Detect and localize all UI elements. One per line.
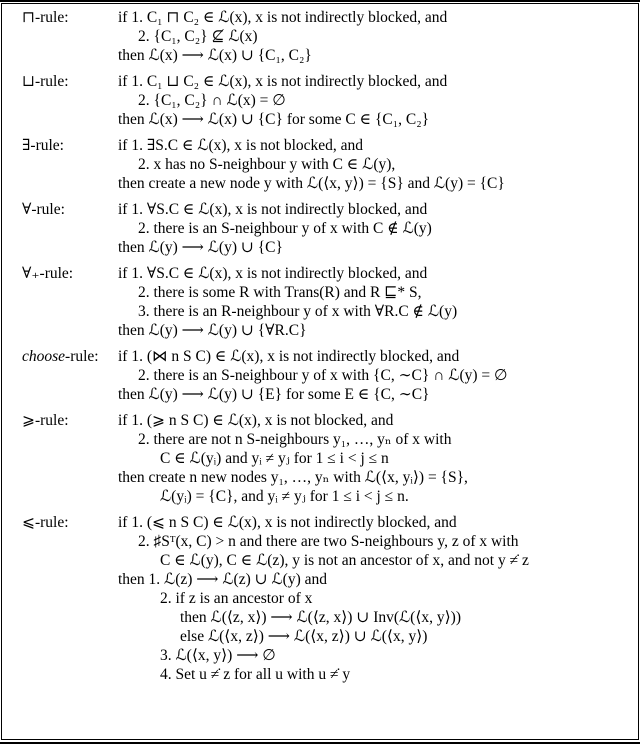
rule-line: else ℒ(⟨x, z⟩) ⟶ ℒ(⟨x, z⟩) ∪ ℒ(⟨x, y⟩): [180, 628, 428, 645]
rule-label: [22, 347, 99, 366]
rule-line: 3. ℒ(⟨x, y⟩) ⟶ ∅: [160, 647, 276, 664]
rule-line: 4. Set u ≠̇ z for all u with u ≠̇ y: [160, 666, 351, 683]
rule-line: if 1. (⩽ n S C) ∈ ℒ(x), x is not indirectly blocked, and: [118, 514, 457, 531]
rule-line: if 1. ∀S.C ∈ ℒ(x), x is not indirectly blocked, and: [118, 201, 428, 218]
rule-line: 2. x has no S-neighbour y with C ∈ ℒ(y),: [138, 156, 396, 173]
rule-label-italic: choose: [22, 348, 66, 365]
rule-line: 2. {C₁, C₂} ⊈ ℒ(x): [138, 28, 258, 45]
rule-line: C ∈ ℒ(y), C ∈ ℒ(z), y is not an ancestor of x, and not y ≠̇ z: [160, 552, 529, 569]
rule-label: ⩽-rule:: [22, 514, 69, 531]
rule-label-suffix: -rule:: [65, 348, 99, 365]
rule-label: ⩾-rule:: [22, 412, 69, 429]
rule-label: ∀₊-rule:: [22, 265, 74, 282]
top-rule-line: [0, 0, 640, 2]
rule-line: 2. {C₁, C₂} ∩ ℒ(x) = ∅: [138, 92, 286, 109]
rule-line: then create n new nodes y₁, …, yₙ with ℒ(⟨x, yᵢ⟩) = {S},: [118, 469, 468, 486]
rule-label: ⊓-rule:: [22, 9, 69, 26]
rule-line: 2. ♯Sᵀ(x, C) > n and there are two S-neighbours y, z of x with: [138, 533, 519, 550]
rule-exists: [0, 136, 640, 193]
rule-line: 2. there is some R with Trans(R) and R ⊑* S,: [138, 284, 422, 301]
rule-line: if 1. (⋈ n S C) ∈ ℒ(x), x is not indirectly blocked, and: [118, 348, 460, 365]
rule-line: 2. there is an S-neighbour y of x with C ∉ ℒ(y): [138, 220, 432, 237]
rule-line: 2. if z is an ancestor of x: [160, 590, 313, 607]
rule-line: if 1. (⩾ n S C) ∈ ℒ(x), x is not blocked, and: [118, 412, 394, 429]
rule-intersection: [0, 8, 640, 65]
rule-line: then 1. ℒ(z) ⟶ ℒ(z) ∪ ℒ(y) and: [118, 571, 327, 588]
rule-label: ⊔-rule:: [22, 73, 69, 90]
rule-line: then create a new node y with ℒ(⟨x, y⟩) = {S} and ℒ(y) = {C}: [118, 175, 505, 192]
rule-at-least: [0, 411, 640, 506]
rule-line: if 1. ∀S.C ∈ ℒ(x), x is not indirectly blocked, and: [118, 265, 428, 282]
rule-union: [0, 72, 640, 129]
rule-forall: [0, 200, 640, 257]
rule-line: then ℒ(x) ⟶ ℒ(x) ∪ {C₁, C₂}: [118, 47, 312, 64]
rule-choose: [0, 347, 640, 404]
rule-line: then ℒ(y) ⟶ ℒ(y) ∪ {∀R.C}: [118, 322, 307, 339]
rule-line: ℒ(yᵢ) = {C}, and yᵢ ≠ yⱼ for 1 ≤ i < j ≤ n.: [160, 488, 409, 505]
rule-label: ∃-rule:: [22, 137, 64, 154]
bottom-rule-line: [0, 742, 640, 744]
rule-line: then ℒ(y) ⟶ ℒ(y) ∪ {C}: [118, 239, 283, 256]
rule-line: if 1. C₁ ⊔ C₂ ∈ ℒ(x), x is not indirectly blocked, and: [118, 73, 448, 90]
rule-line: then ℒ(y) ⟶ ℒ(y) ∪ {E} for some E ∈ {C, ∼C}: [118, 386, 430, 403]
rule-line: if 1. C₁ ⊓ C₂ ∈ ℒ(x), x is not indirectly blocked, and: [118, 9, 448, 26]
rule-line: then ℒ(⟨z, x⟩) ⟶ ℒ(⟨z, x⟩) ∪ Inv(ℒ(⟨x, y⟩)): [180, 609, 462, 626]
rule-label: ∀-rule:: [22, 201, 65, 218]
rule-line: 2. there are not n S-neighbours y₁, …, yₙ of x with: [138, 431, 452, 448]
rule-line: 2. there is an S-neighbour y of x with {C, ∼C} ∩ ℒ(y) = ∅: [138, 367, 508, 384]
tableau-rules: [0, 8, 640, 691]
rule-at-most: [0, 513, 640, 684]
rule-line: if 1. ∃S.C ∈ ℒ(x), x is not blocked, and: [118, 137, 364, 154]
rule-line: then ℒ(x) ⟶ ℒ(x) ∪ {C} for some C ∈ {C₁, C₂}: [118, 111, 430, 128]
rule-line: C ∈ ℒ(yᵢ) and yᵢ ≠ yⱼ for 1 ≤ i < j ≤ n: [160, 450, 389, 467]
rule-line: 3. there is an R-neighbour y of x with ∀R.C ∉ ℒ(y): [138, 303, 458, 320]
rule-forall-plus: [0, 264, 640, 340]
